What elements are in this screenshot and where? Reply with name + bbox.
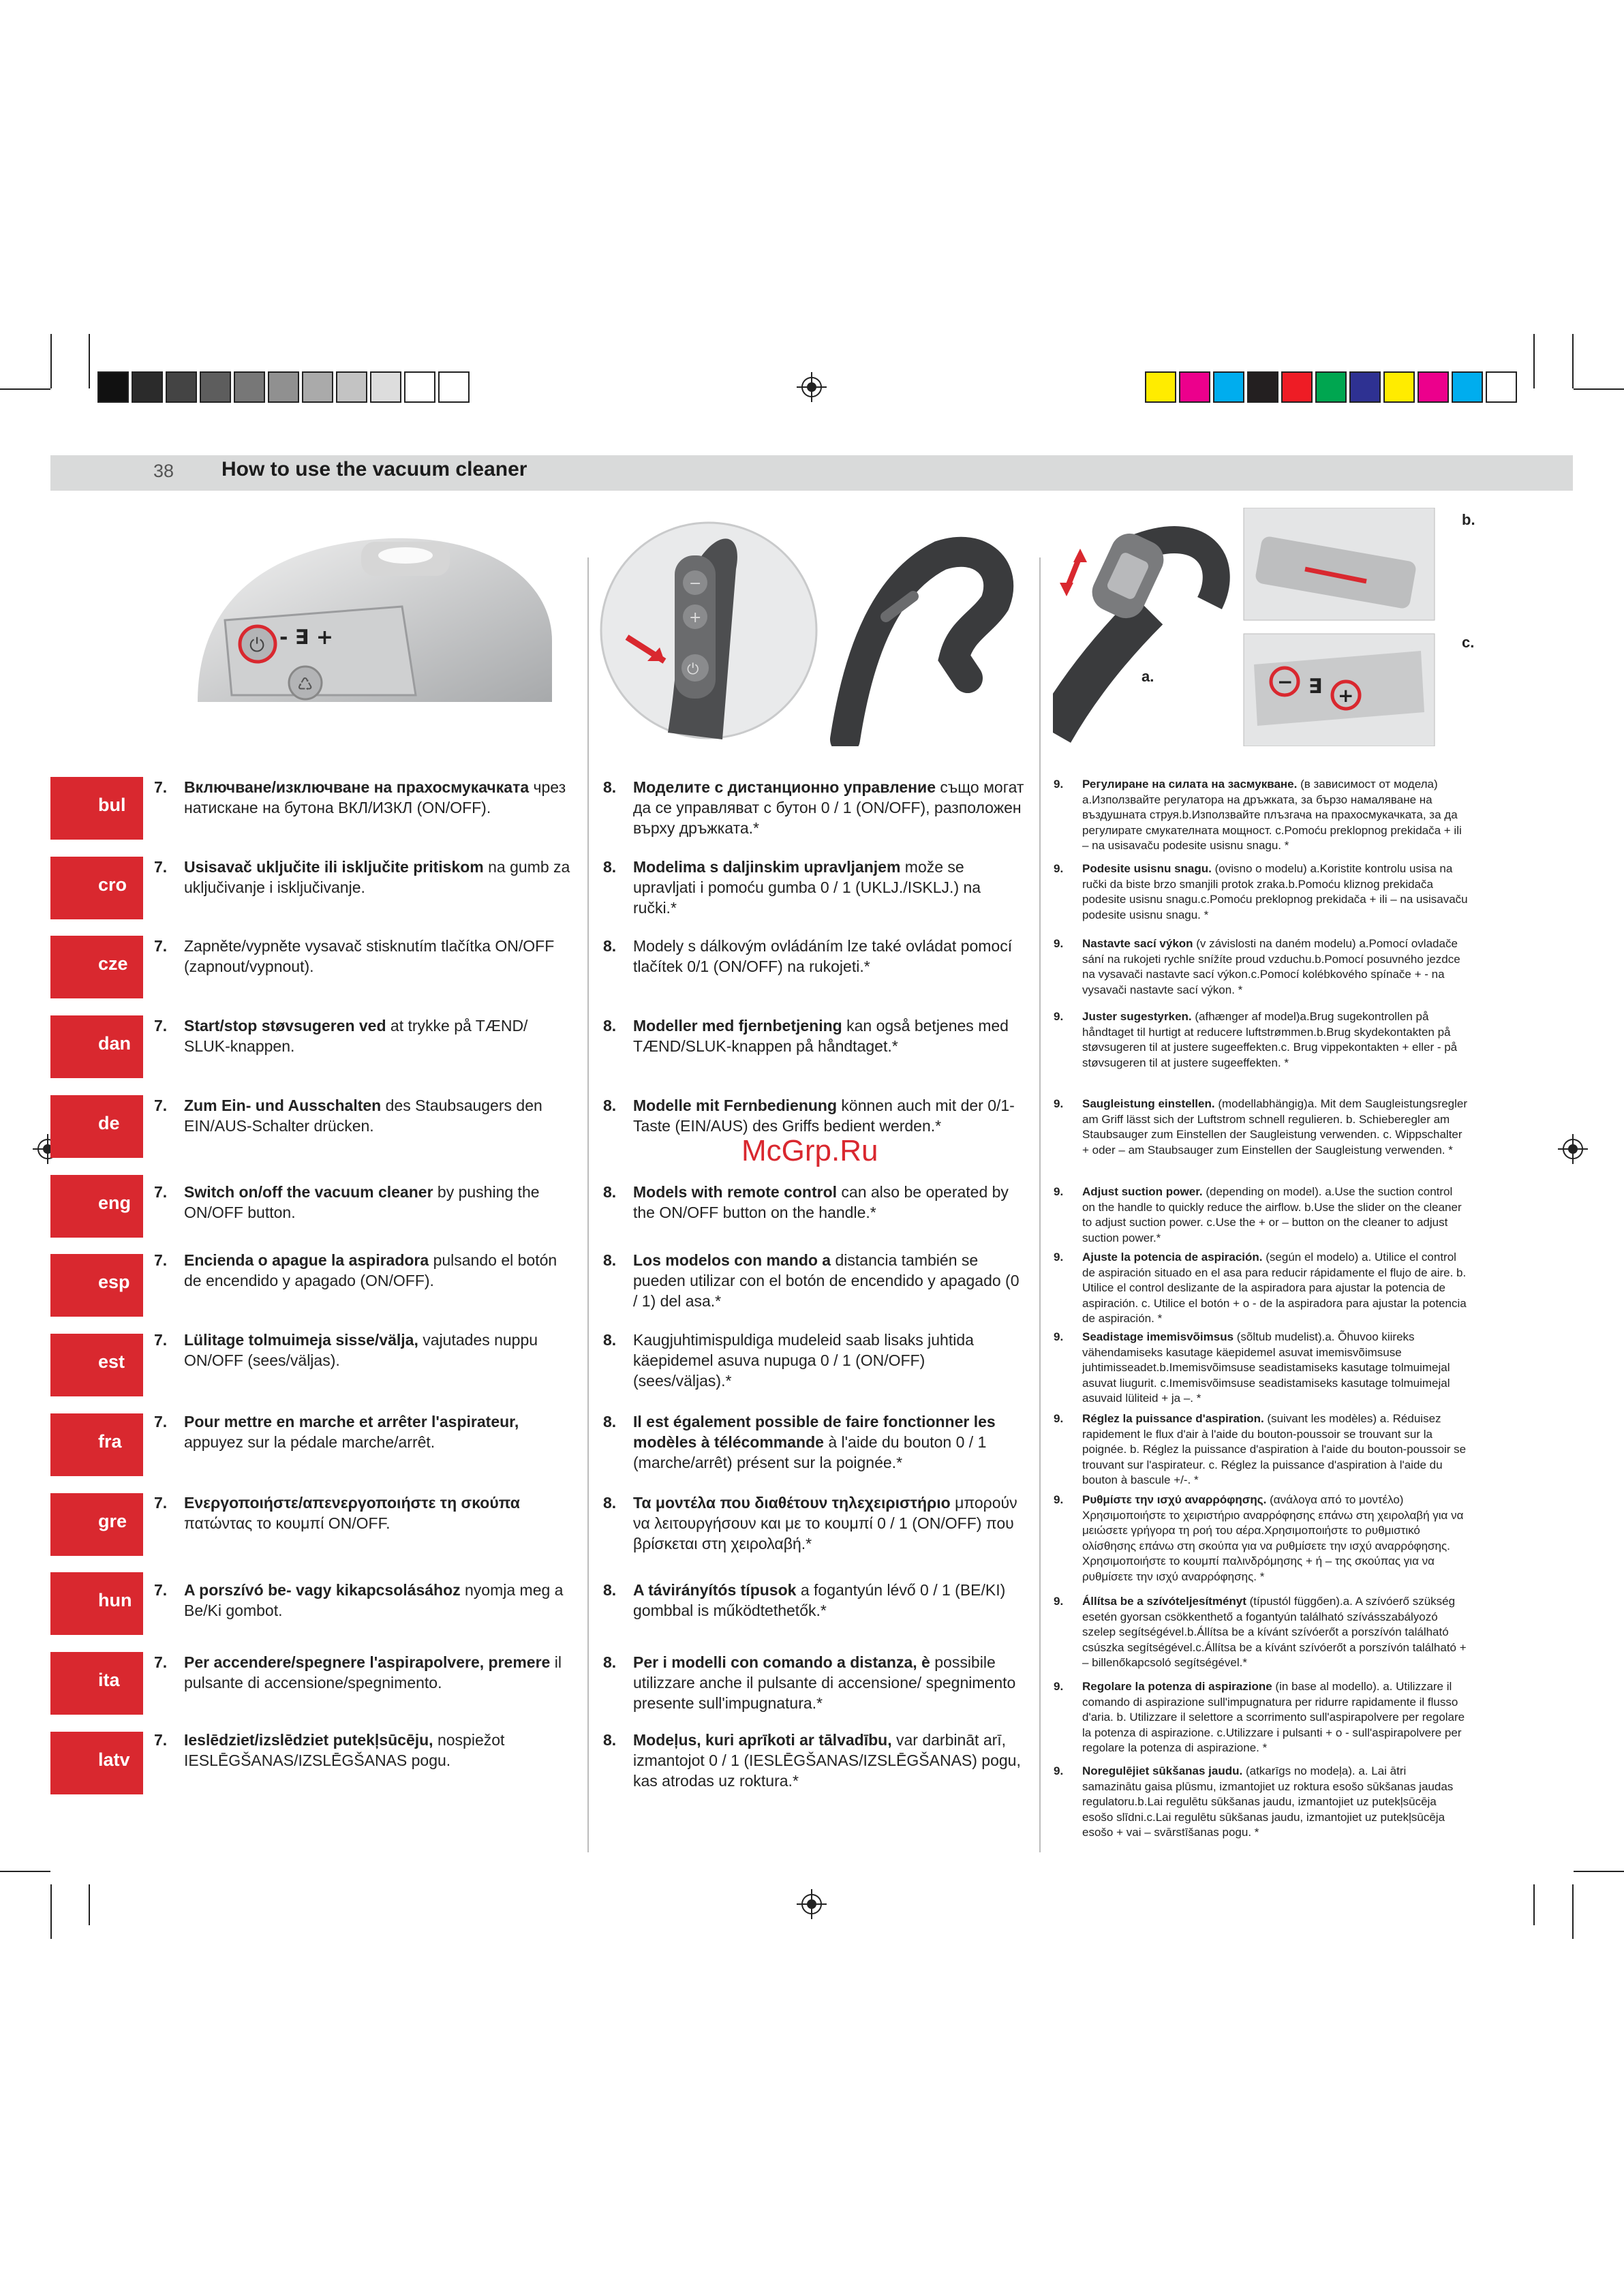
instruction-entry: 9. Seadistage imemisvõimsus (sõltub mudelist).a. Õhuvoo kiireks vähendamiseks kasutage käepidemel asuvat imemisvõimsuse juhtimisseadet.b.Imemisvõimsuse seadistamiseks kasutage tolmuimejal asuvat liugurit. c.Imemisvõimsuse seadistamiseks kasutage tolmuimejal asuvaid lüliteid + ja –. * — [1054, 1330, 1450, 1405]
gray-swatch — [200, 371, 231, 403]
lang-tab-eng: eng — [50, 1175, 143, 1238]
instruction-entry: 8. Τα μοντέλα που διαθέτουν τηλεχειριστήριο μπορούν να λειτουργήσουν και με το κουμπί 0 / 1 (ON/OFF) που βρίσκεται στη χειρολαβή.* — [603, 1494, 1017, 1552]
color-swatch — [1145, 371, 1176, 403]
color-swatch — [1486, 371, 1517, 403]
color-bar — [1145, 371, 1527, 403]
lang-tab-gre: gre — [50, 1493, 143, 1556]
svg-text:⏻: ⏻ — [249, 634, 265, 656]
instruction-entry: 8. Kaugjuhtimispuldiga mudeleid saab lisaks juhtida käepidemel asuva nupuga 0 / 1 (ON/OFF) (sees/väljas).* — [603, 1331, 974, 1390]
instruction-entry: 9. Noregulējiet sūkšanas jaudu. (atkarīgs no modeļa). a. Lai ātri samazinātu gaisa plūsmu, izmantojiet uz roktura esošo sūkšanas jaudas regulatoru.b.Lai regulētu sūkšanas jaudu, izmantojiet uz putekļsūcēja esošo slīdni.c.Lai regulētu sūkšanas jaudu, izmantojiet uz putekļsūcēja esošo + vai – svārstīšanas pogu. * — [1054, 1764, 1454, 1839]
lang-tab-de: de — [50, 1095, 143, 1158]
registration-target-icon — [1558, 1134, 1588, 1164]
color-swatch — [1349, 371, 1381, 403]
crop-mark — [50, 1884, 52, 1939]
instruction-entry: 8. Modelle mit Fernbedienung können auch mit der 0/1-Taste (EIN/AUS) des Griffs bedient werden.* — [603, 1097, 1015, 1135]
crop-mark — [0, 1871, 50, 1872]
svg-text:♺: ♺ — [297, 675, 313, 695]
svg-text:+: + — [689, 609, 702, 626]
crop-mark — [1574, 388, 1624, 390]
color-swatch — [1247, 371, 1278, 403]
vacuum-control-panel-illustration — [184, 525, 566, 729]
instruction-entry: 8. Modely s dálkovým ovládáním lze také ovládat pomocí tlačítek 0/1 (ON/OFF) na rukojeti.* — [603, 937, 1013, 975]
instruction-entry: 8. Los modelos con mando a distancia también se pueden utilizar con el botón de encendido y apagado (0 / 1) del asa.* — [603, 1251, 1020, 1310]
page-number: 38 — [153, 461, 174, 481]
gray-swatch — [336, 371, 367, 403]
lang-tab-est: est — [50, 1334, 143, 1396]
crop-mark — [1533, 1884, 1535, 1925]
crop-mark — [1533, 334, 1535, 388]
instruction-entry: 7. Per accendere/spegnere l'aspirapolvere, premere il pulsante di accensione/spegnimento. — [154, 1653, 562, 1692]
instruction-entry: 8. Modeļus, kuri aprīkoti ar tālvadību, var darbināt arī, izmantojot 0 / 1 (IESLĒGŠANAS/IZSLĒGŠANAS) pogu, kas atrodas uz roktura.* — [603, 1731, 1021, 1790]
instruction-entry: 7. Usisavač uključite ili isključite pritiskom na gumb za uključivanje i isključivanje. — [154, 858, 570, 896]
instruction-entry: 9. Állítsa be a szívóteljesítményt (típustól függően).a. A szívóerő szükség esetén gyorsan csökkenthető a fogantyún található szívásszabályozó szelep segítségével.b.Állítsa be a kívánt szívóerőt a porszívón található csúszka segítségével.c.Állítsa be a kívánt szívóerőt a porszívón található + – billenőkapcsoló segítségével.* — [1054, 1595, 1467, 1669]
lang-tab-hun: hun — [50, 1572, 143, 1635]
page-title: How to use the vacuum cleaner — [221, 458, 527, 480]
instruction-entry: 7. Zum Ein- und Ausschalten des Staubsaugers den EIN/AUS-Schalter drücken. — [154, 1097, 542, 1135]
instruction-entry: 8. Modelima s daljinskim upravljanjem može se upravljati i pomoću gumba 0 / 1 (UKLJ./ISKLJ.) na ručki.* — [603, 858, 981, 917]
svg-text:+: + — [1338, 684, 1354, 707]
lang-tab-cro: cro — [50, 857, 143, 919]
instruction-entry: 8. Моделите с дистанционно управление също могат да се управляват с бутон 0 / 1 (ON/OFF), разположен върху дръжката.* — [603, 778, 1024, 837]
instruction-entry: 7. Encienda o apague la aspiradora pulsando el botón de encendido y apagado (ON/OFF). — [154, 1251, 557, 1289]
instruction-entry: 7. Start/stop støvsugeren ved at trykke på TÆND/ SLUK-knappen. — [154, 1017, 528, 1055]
instruction-entry: 9. Juster sugestyrken. (afhænger af model)a.Brug sugekontrollen på håndtaget til hurtigt at reducere luftstrømmen.b.Brug skydekontakten på støvsugeren til at justere sugeeffekten.c. Brug vippekontakten + eller - på støvsugeren til at justere sugeeffekten. * — [1054, 1010, 1458, 1069]
column-divider — [587, 557, 589, 1852]
lang-tab-cze: cze — [50, 936, 143, 998]
instruction-entry: 9. Adjust suction power. (depending on model). a.Use the suction control on the handle to quickly reduce the airflow. b.Use the slider on the cleaner to adjust suction power. c.Use the + or – button on the cleaner to adjust suction power.* — [1054, 1185, 1462, 1244]
crop-mark — [89, 1884, 90, 1925]
svg-text:⏻: ⏻ — [687, 661, 699, 678]
panel-a-label: a. — [1142, 668, 1154, 685]
instruction-entry: 9. Nastavte sací výkon (v závislosti na daném modelu) a.Pomocí ovladače sání na rukojeti rychle snížíte proud vzduchu.b.Pomocí posuvného jezdce na vysavači nastavte sací výkon.c.Pomocí kolébkového spínače + - na vysavači nastavte sací výkon. * — [1054, 937, 1460, 996]
color-swatch — [1315, 371, 1347, 403]
instruction-entry: 7. Pour mettre en marche et arrêter l'aspirateur, appuyez sur la pédale marche/arrêt. — [154, 1413, 519, 1451]
gray-swatch — [166, 371, 197, 403]
registration-target-icon — [797, 372, 827, 402]
instruction-entry: 9. Podesite usisnu snagu. (ovisno o modelu) a.Koristite kontrolu usisa na ručki da biste brzo smanjili protok zraka.b.Pomoću kliznog prekidača podesite usisnu snagu.c.Pomoću preklopnog prekidača + ili – na usisavaču podesite usisnu snagu. * — [1054, 862, 1468, 921]
instruction-entry: 9. Ajuste la potencia de aspiración. (según el modelo) a. Utilice el control de aspiración situado en el asa para reducir rápidamente el flujo de aire. b. Utilice el control deslizante de la aspiradora para ajustar la potencia de aspiración. c. Utilice el botón + o - de la aspiradora para ajustar la potencia de aspiración. * — [1054, 1251, 1467, 1325]
instruction-entry: 7. Включване/изключване на прахосмукачката чрез натискане на бутона ВКЛ/ИЗКЛ (ON/OFF). — [154, 778, 566, 816]
crop-mark — [1574, 1871, 1624, 1872]
gray-swatch — [132, 371, 163, 403]
instruction-entry: 8. Models with remote control can also be operated by the ON/OFF button on the handle.* — [603, 1183, 1009, 1221]
gray-swatch — [370, 371, 401, 403]
instruction-entry: 8. Per i modelli con comando a distanza, è possibile utilizzare anche il pulsante di accensione/ spegnimento presente sull'impugnatura.* — [603, 1653, 1016, 1712]
gray-swatch — [404, 371, 435, 403]
instruction-entry: 7. Switch on/off the vacuum cleaner by pushing the ON/OFF button. — [154, 1183, 540, 1221]
instruction-entry: 7. Ieslēdziet/izslēdziet putekļsūcēju, nospiežot IESLĒGŠANAS/IZSLĒGŠANAS pogu. — [154, 1731, 505, 1769]
instruction-entry: 9. Ρυθμίστε την ισχύ αναρρόφησης. (ανάλογα από το μοντέλο) Χρησιμοποιήστε το χειριστήριο αναρρόφησης επάνω στη χειρολαβή για να μειώσετε γρήγορα τη ροή του αέρα.Χρησιμοποιήστε το ρυθμιστικό ολίσθησης επάνω στη σκούπα για να ρυθμίσετε την ισχύ αναρρόφησης. Χρησιμοποιήστε το κουμπί παλινδρόμησης + ή – της σκούπας για να ρυθμίσετε την ισχύ αναρρόφησης. * — [1054, 1493, 1464, 1583]
instruction-entry: 9. Saugleistung einstellen. (modellabhängig)a. Mit dem Saugleistungsregler am Griff lässt sich der Luftstrom schnell regulieren. b. Schieberegler am Staubsauger zum Einstellen der Saugleistung verwenden. c. Wippschalter + oder – am Staubsauger zum Einstellen der Saugleistung verwenden. * — [1054, 1097, 1468, 1157]
svg-text:- ∃ +: - ∃ + — [279, 626, 333, 649]
gray-swatch — [302, 371, 333, 403]
instruction-entry: 8. Modeller med fjernbetjening kan også betjenes med TÆND/SLUK-knappen på håndtaget.* — [603, 1017, 1009, 1055]
grayscale-bar — [97, 371, 479, 403]
color-swatch — [1452, 371, 1483, 403]
svg-text:−: − — [1277, 671, 1293, 693]
instruction-entry: 7. Ενεργοποιήστε/απενεργοποιήστε τη σκούπα πατώντας το κουμπί ON/OFF. — [154, 1494, 520, 1532]
panel-c-label: c. — [1462, 634, 1475, 651]
color-swatch — [1179, 371, 1210, 403]
color-swatch — [1383, 371, 1415, 403]
column-divider — [1039, 557, 1041, 1852]
instruction-entry: 9. Регулиране на силата на засмукване. (в зависимост от модела) a.Използвайте регулатора на дръжката, за бързо намаляване на въздушната струя.b.Използвайте плъзгача на прахосмукачката, за да регулирате смукателната мощност. c.Pomoću preklopnog prekidača + ili – na usisavaču podesite usisnu snagu. * — [1054, 778, 1462, 852]
registration-target-icon — [797, 1889, 827, 1919]
gray-swatch — [268, 371, 299, 403]
svg-text:−: − — [689, 575, 702, 592]
suction-control-illustration — [1053, 508, 1489, 746]
crop-mark — [1572, 334, 1574, 388]
instruction-entry: 8. A távirányítós típusok a fogantyún lévő 0 / 1 (BE/KI) gombbal is működtethetők.* — [603, 1581, 1006, 1619]
gray-swatch — [438, 371, 470, 403]
color-swatch — [1281, 371, 1313, 403]
crop-mark — [0, 388, 50, 390]
lang-tab-esp: esp — [50, 1254, 143, 1317]
instruction-entry: 7. A porszívó be- vagy kikapcsolásához nyomja meg a Be/Ki gombot. — [154, 1581, 564, 1619]
panel-b-label: b. — [1462, 511, 1475, 528]
lang-tab-latv: latv — [50, 1732, 143, 1794]
instruction-entry: 8. Il est également possible de faire fonctionner les modèles à télécommande à l'aide du bouton 0 / 1 (marche/arrêt) présent sur la poignée.* — [603, 1413, 996, 1471]
color-swatch — [1213, 371, 1244, 403]
gray-swatch — [234, 371, 265, 403]
instruction-entry: 7. Lülitage tolmuimeja sisse/välja, vajutades nuppu ON/OFF (sees/väljas). — [154, 1331, 538, 1369]
lang-tab-bul: bul — [50, 777, 143, 840]
gray-swatch — [97, 371, 129, 403]
instruction-entry: 7. Zapněte/vypněte vysavač stisknutím tlačítka ON/OFF (zapnout/vypnout). — [154, 937, 555, 975]
lang-tab-fra: fra — [50, 1413, 143, 1476]
watermark-text: McGrp.Ru — [741, 1134, 878, 1167]
crop-mark — [1572, 1884, 1574, 1939]
lang-tab-ita: ita — [50, 1652, 143, 1715]
color-swatch — [1418, 371, 1449, 403]
instruction-entry: 9. Réglez la puissance d'aspiration. (suivant les modèles) a. Réduisez rapidement le flux d'air à l'aide du bouton-poussoir se trouvant sur la poignée. b. Réglez la puissance d'aspiration à l'aide du bouton-poussoir se trouvant sur l'aspirateur. c. Réglez la puissance d'aspiration à l'aide du bouton à bascule +/-. * — [1054, 1412, 1467, 1486]
lang-tab-dan: dan — [50, 1015, 143, 1078]
crop-mark — [89, 334, 90, 388]
crop-mark — [50, 334, 52, 388]
svg-text:∃: ∃ — [1308, 675, 1323, 699]
handle-remote-button-illustration — [600, 515, 1036, 746]
instruction-entry: 9. Regolare la potenza di aspirazione (in base al modello). a. Utilizzare il comando di aspirazione sull'impugnatura per ridurre rapidamente il flusso d'aria. b. Utilizzare il selettore a scorrimento sull'aspirapolvere per regolare la potenza di aspirazione. c.Utilizzare i pulsanti + o - sull'aspirapolvere per regolare la potenza di aspirazione. * — [1054, 1680, 1465, 1754]
